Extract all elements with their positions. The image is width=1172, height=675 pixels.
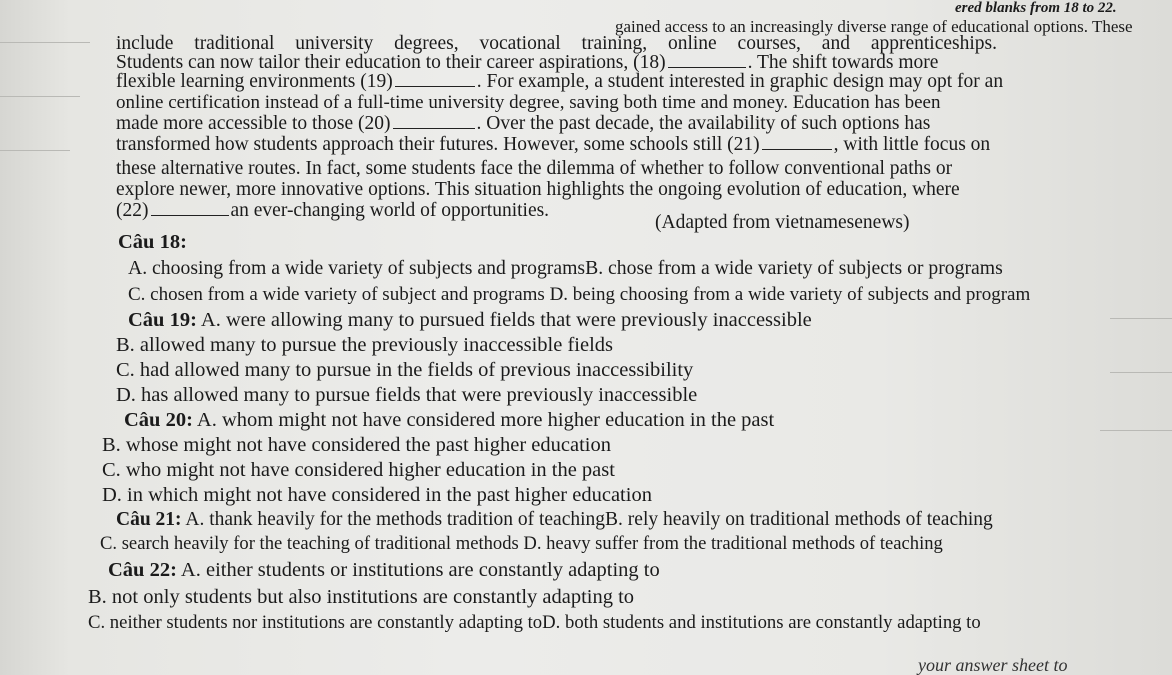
passage-text: . Over the past decade, the availability of such options has xyxy=(476,113,931,134)
passage-text: flexible learning environments (19) xyxy=(116,71,393,92)
option-21-ab: A. thank heavily for the methods tradition of teachingB. rely heavily on traditional methods of teaching xyxy=(185,509,993,530)
margin-rule xyxy=(0,150,70,151)
source-citation: (Adapted from vietnamesenews) xyxy=(655,212,910,233)
option-19-b: B. allowed many to pursue the previously inaccessible fields xyxy=(116,334,614,356)
blank-21 xyxy=(762,149,832,150)
passage-text: (22) xyxy=(116,200,149,221)
passage-text: made more accessible to those (20) xyxy=(116,113,391,134)
option-20-d: D. in which might not have considered in the past higher education xyxy=(102,484,652,506)
question-label-18: Câu 18: xyxy=(118,231,187,253)
passage-text: Students can now tailor their education to their career aspirations, (18) xyxy=(116,52,666,73)
question-label-22: Câu 22: xyxy=(108,559,177,581)
question-19-a xyxy=(128,310,812,331)
passage-text: an ever-changing world of opportunities. xyxy=(230,200,550,221)
option-19-d: D. has allowed many to pursue fields that were previously inaccessible xyxy=(116,384,698,406)
passage-text: transformed how students approach their futures. However, some schools still (21) xyxy=(116,134,760,155)
question-label-19: Câu 19: xyxy=(128,309,197,331)
option-18-cd: C. chosen from a wide variety of subject and programs D. being choosing from a wide variety of subjects and program xyxy=(128,284,1031,305)
question-21-ab xyxy=(116,510,993,530)
blank-18 xyxy=(668,67,746,68)
option-21-cd: C. search heavily for the teaching of traditional methods D. heavy suffer from the traditional methods of teaching xyxy=(100,533,943,554)
option-22-b: B. not only students but also institutions are constantly adapting to xyxy=(88,586,635,608)
passage-line: online certification instead of a full-time university degree, saving both time and money. Education has been xyxy=(116,92,941,113)
question-20-a xyxy=(124,410,774,431)
option-20-a: A. whom might not have considered more higher education in the past xyxy=(196,409,775,431)
passage-line xyxy=(116,72,1003,92)
margin-rule xyxy=(1100,430,1172,431)
margin-rule xyxy=(0,96,80,97)
option-19-a: A. were allowing many to pursued fields that were previously inaccessible xyxy=(200,309,812,331)
footer-fragment: your answer sheet to xyxy=(918,655,1068,675)
option-20-b: B. whose might not have considered the past higher education xyxy=(102,434,611,456)
option-20-c: C. who might not have considered higher education in the past xyxy=(102,459,615,481)
option-19-c: C. had allowed many to pursue in the fields of previous inaccessibility xyxy=(116,359,694,381)
passage-text: . For example, a student interested in graphic design may opt for an xyxy=(476,71,1004,92)
passage-line: gained access to an increasingly diverse range of educational options. These xyxy=(615,17,1133,36)
question-label-20: Câu 20: xyxy=(124,409,193,431)
blank-19 xyxy=(395,86,475,87)
question-22-a xyxy=(108,560,660,581)
passage-line: include traditional university degrees, vocational training, online courses, and apprenticeships. xyxy=(116,33,997,54)
margin-rule xyxy=(0,42,90,43)
blank-20 xyxy=(393,128,475,129)
passage-line xyxy=(116,114,930,134)
passage-line xyxy=(116,135,990,155)
passage-line: these alternative routes. In fact, some students face the dilemma of whether to follow conventional paths or xyxy=(116,158,953,179)
option-18-ab: A. choosing from a wide variety of subjects and programsB. chose from a wide variety of subjects or programs xyxy=(128,257,1003,279)
instruction-fragment: ered blanks from 18 to 22. xyxy=(955,0,1117,16)
passage-line xyxy=(116,53,938,73)
margin-rule xyxy=(1110,372,1172,373)
passage-line xyxy=(116,201,549,221)
passage-line: explore newer, more innovative options. This situation highlights the ongoing evolution of education, where xyxy=(116,179,960,200)
blank-22 xyxy=(151,215,229,216)
question-label-21: Câu 21: xyxy=(116,509,182,530)
option-22-cd: C. neither students nor institutions are constantly adapting toD. both students and institutions are constantly adapting to xyxy=(88,612,981,633)
margin-rule xyxy=(1110,318,1172,319)
option-22-a: A. either students or institutions are constantly adapting to xyxy=(180,559,660,581)
passage-text: . The shift towards more xyxy=(747,52,939,73)
passage-text: , with little focus on xyxy=(833,134,991,155)
